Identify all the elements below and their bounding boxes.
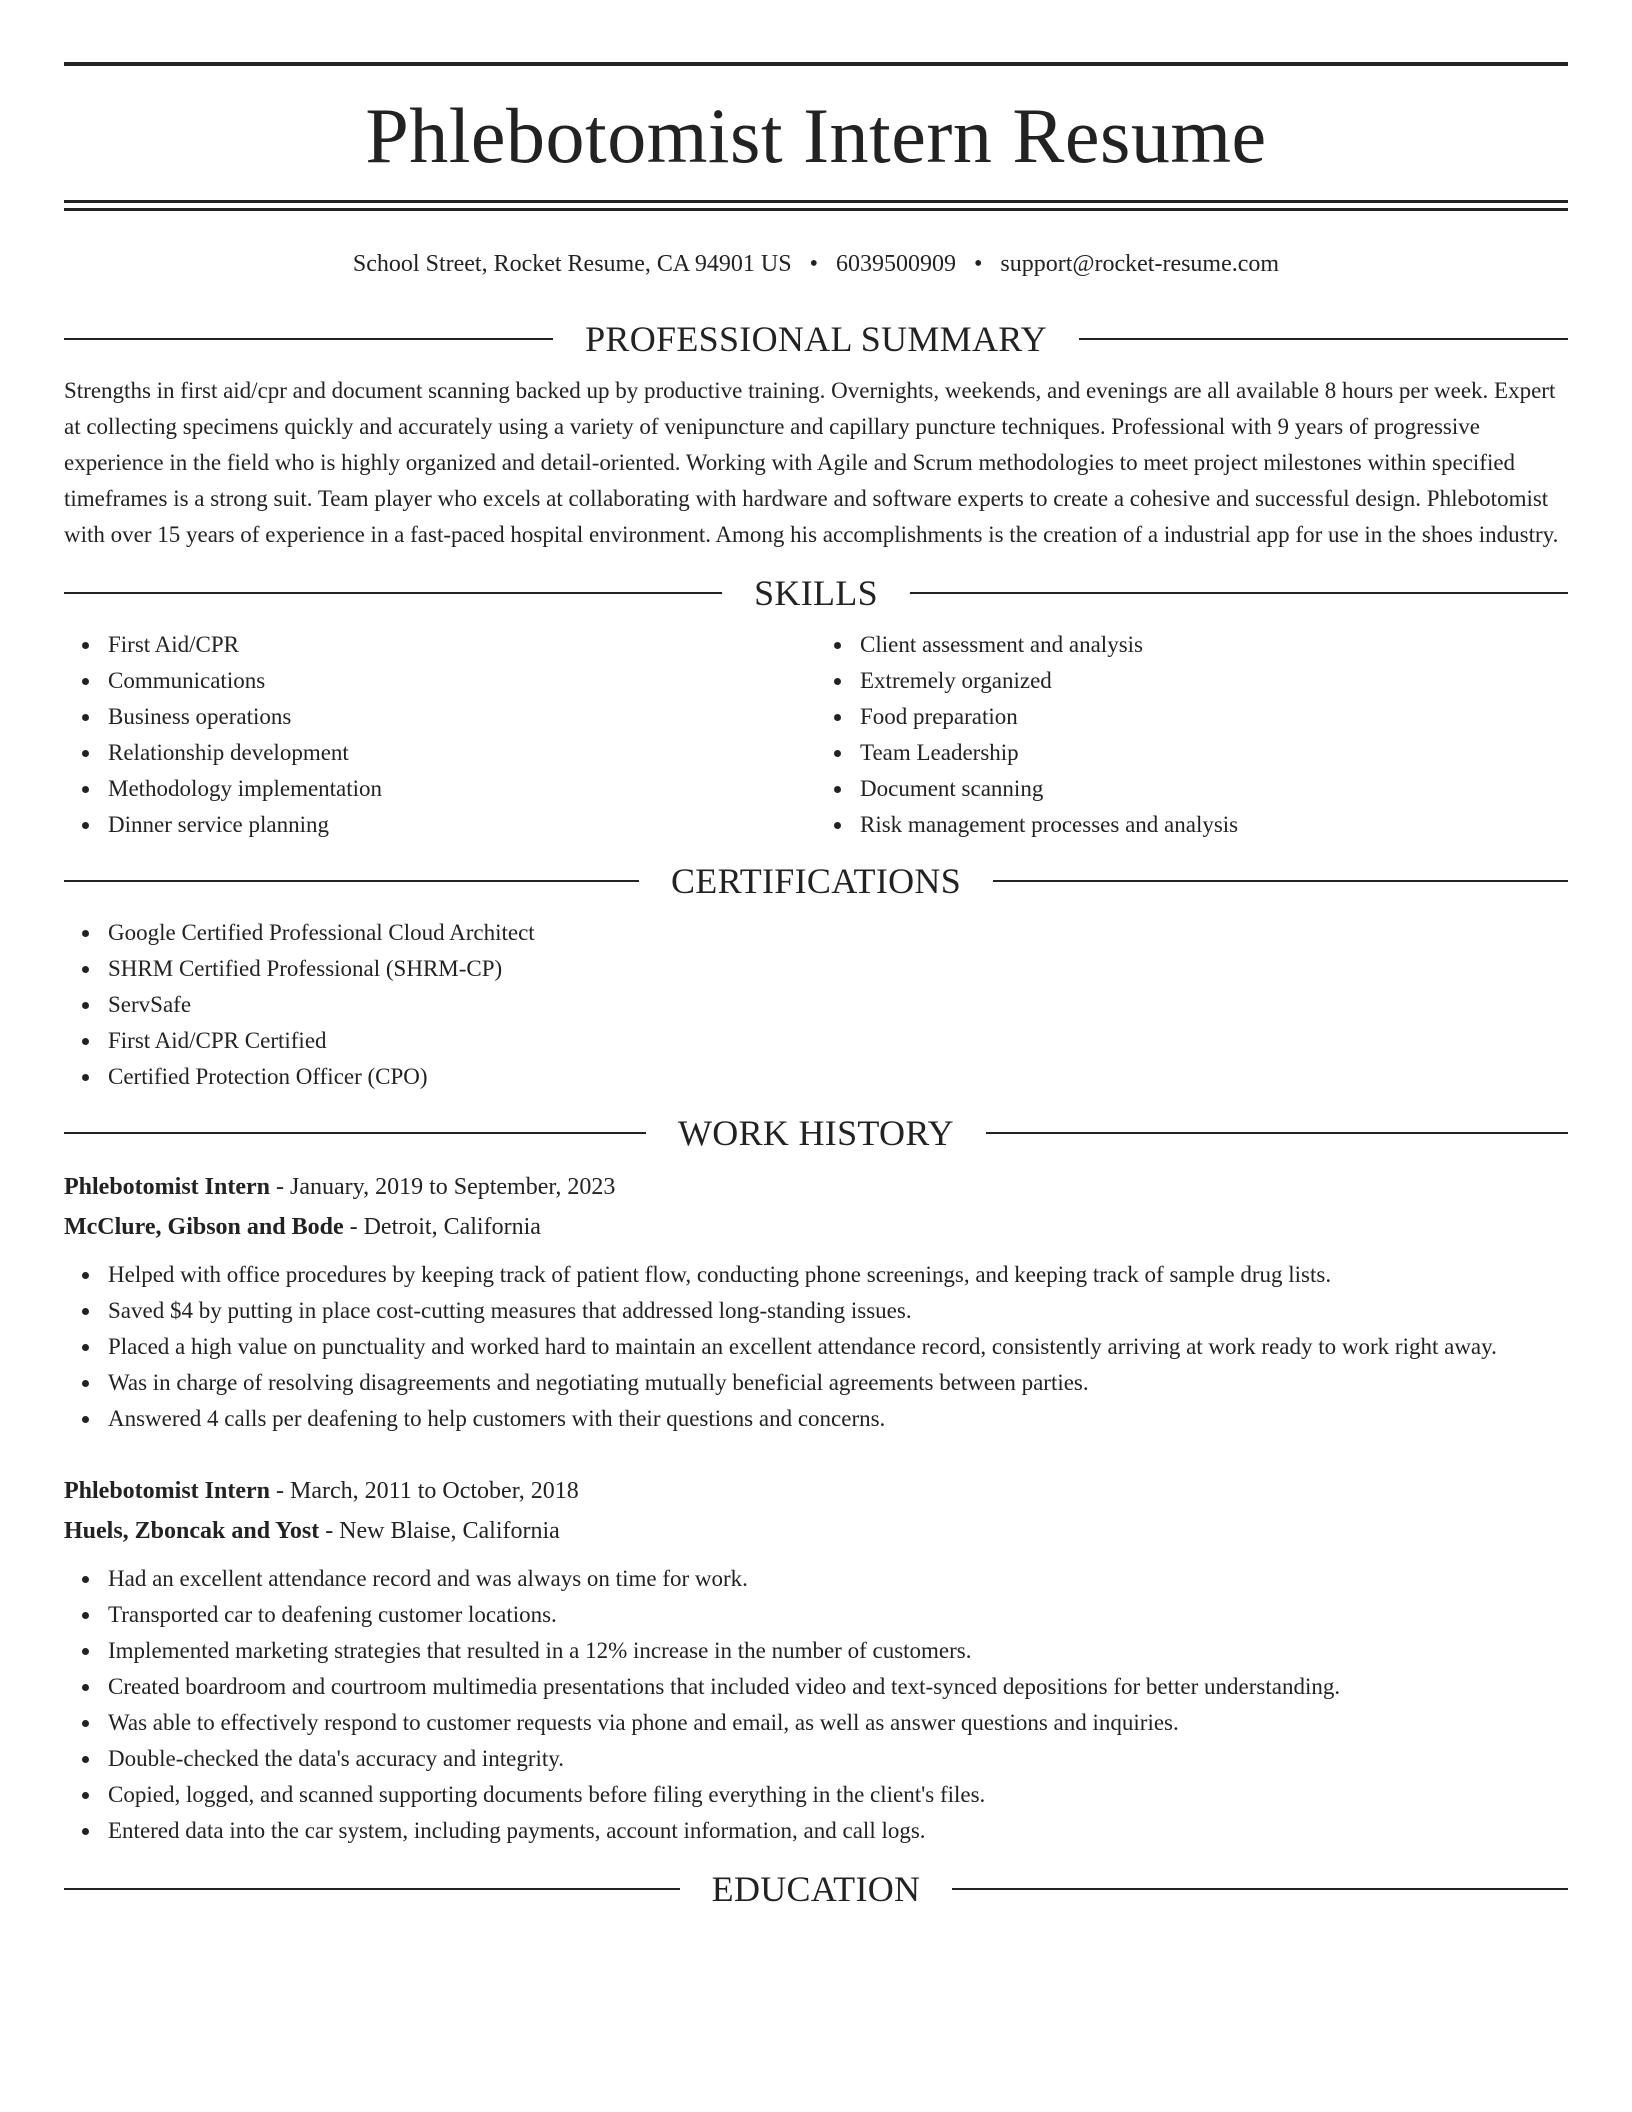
title-double-rule <box>64 200 1568 211</box>
section-heading-work-history <box>64 1111 1568 1155</box>
section-title: EDUCATION <box>711 1869 921 1909</box>
job-company-line <box>64 1207 1568 1247</box>
section-title: CERTIFICATIONS <box>670 861 962 901</box>
skill-item: Methodology implementation <box>108 771 816 807</box>
heading-rule <box>910 592 1568 594</box>
section-heading-certifications <box>64 859 1568 903</box>
job-duty-item: Double-checked the data's accuracy and integrity. <box>108 1741 1568 1777</box>
job-location: - Detroit, California <box>343 1214 541 1240</box>
job-duty-item: Implemented marketing strategies that resulted in a 12% increase in the number of customers. <box>108 1633 1568 1669</box>
heading-rule <box>64 1132 646 1134</box>
section-heading-summary <box>64 317 1568 361</box>
job-dates: - January, 2019 to September, 2023 <box>270 1174 616 1200</box>
section-title: WORK HISTORY <box>678 1113 954 1153</box>
skills-column-right <box>816 627 1568 843</box>
skill-item: Communications <box>108 663 816 699</box>
heading-rule <box>64 338 553 340</box>
heading-rule <box>993 880 1568 882</box>
certification-item: Certified Protection Officer (CPO) <box>108 1059 1568 1095</box>
heading-rule <box>64 880 639 882</box>
skill-item: Business operations <box>108 699 816 735</box>
job-role: Phlebotomist Intern <box>64 1174 270 1200</box>
certification-item: ServSafe <box>108 987 1568 1023</box>
heading-rule <box>986 1132 1568 1134</box>
work-history <box>64 1167 1568 1849</box>
skills-grid <box>64 627 1568 843</box>
skill-item: First Aid/CPR <box>108 627 816 663</box>
skill-item: Team Leadership <box>860 735 1568 771</box>
skill-item: Client assessment and analysis <box>860 627 1568 663</box>
summary-paragraph: Strengths in first aid/cpr and document scanning backed up by productive training. Overnights, weekends, and evenings are all available 8 hours per week. Expert at collecting specimens quickly and accurately using a variety of venipuncture and capillary puncture techniques. Professional with 9 years of progressive experience in the field who is highly organized and detail-oriented. Working with Agile and Scrum methodologies to meet project milestones within specified timeframes is a strong suit. Team player who excels at collaborating with hardware and software experts to create a cohesive and successful design. Phlebotomist with over 15 years of experience in a fast-paced hospital environment. Among his accomplishments is the creation of a industrial app for use in the shoes industry. <box>64 378 1559 547</box>
job-duties <box>64 1257 1568 1437</box>
job-duty-item: Was able to effectively respond to customer requests via phone and email, as well as answer questions and inquiries. <box>108 1705 1568 1741</box>
contact-address: School Street, Rocket Resume, CA 94901 US <box>352 251 792 277</box>
section-title: SKILLS <box>754 573 878 613</box>
heading-rule <box>952 1888 1568 1890</box>
job-duty-item: Entered data into the car system, including payments, account information, and call logs. <box>108 1813 1568 1849</box>
job-company: Huels, Zboncak and Yost <box>64 1518 320 1544</box>
section-title: PROFESSIONAL SUMMARY <box>585 319 1047 359</box>
skill-item: Dinner service planning <box>108 807 816 843</box>
heading-rule <box>64 1888 680 1890</box>
job-duties <box>64 1561 1568 1849</box>
contact-email: support@rocket-resume.com <box>1000 251 1280 277</box>
heading-rule <box>64 592 722 594</box>
job-duty-item: Created boardroom and courtroom multimedia presentations that included video and text-synced depositions for better understanding. <box>108 1669 1568 1705</box>
job-dates: - March, 2011 to October, 2018 <box>270 1478 579 1504</box>
contact-phone: 6039500909 <box>835 251 956 277</box>
job-duty-item: Had an excellent attendance record and was always on time for work. <box>108 1561 1568 1597</box>
certification-item: Google Certified Professional Cloud Architect <box>108 915 1568 951</box>
skill-item: Risk management processes and analysis <box>860 807 1568 843</box>
skill-item: Food preparation <box>860 699 1568 735</box>
heading-rule <box>1079 338 1568 340</box>
job-title-line <box>64 1167 1568 1207</box>
section-heading-skills <box>64 571 1568 615</box>
skill-item: Document scanning <box>860 771 1568 807</box>
job-role: Phlebotomist Intern <box>64 1478 270 1504</box>
job-duty-item: Copied, logged, and scanned supporting documents before filing everything in the client's files. <box>108 1777 1568 1813</box>
skill-item: Relationship development <box>108 735 816 771</box>
job-company-line <box>64 1511 1568 1551</box>
certifications-list <box>64 915 1568 1095</box>
job-entry <box>64 1167 1568 1437</box>
job-duty-item: Helped with office procedures by keeping track of patient flow, conducting phone screenings, and keeping track of sample drug lists. <box>108 1257 1568 1293</box>
job-entry <box>64 1471 1568 1849</box>
job-duty-item: Saved $4 by putting in place cost-cutting measures that addressed long-standing issues. <box>108 1293 1568 1329</box>
job-duty-item: Transported car to deafening customer locations. <box>108 1597 1568 1633</box>
job-title-line <box>64 1471 1568 1511</box>
job-duty-item: Placed a high value on punctuality and worked hard to maintain an excellent attendance record, consistently arriving at work ready to work right away. <box>108 1329 1568 1365</box>
contact-line <box>64 249 1568 279</box>
job-duty-item: Answered 4 calls per deafening to help customers with their questions and concerns. <box>108 1401 1568 1437</box>
skills-column-left <box>64 627 816 843</box>
skill-item: Extremely organized <box>860 663 1568 699</box>
resume-page <box>64 0 1568 1911</box>
resume-title: Phlebotomist Intern Resume <box>365 92 1267 179</box>
job-duty-item: Was in charge of resolving disagreements and negotiating mutually beneficial agreements between parties. <box>108 1365 1568 1401</box>
certification-item: SHRM Certified Professional (SHRM-CP) <box>108 951 1568 987</box>
certification-item: First Aid/CPR Certified <box>108 1023 1568 1059</box>
job-location: - New Blaise, California <box>319 1518 560 1544</box>
job-company: McClure, Gibson and Bode <box>64 1214 344 1240</box>
contact-separator: • <box>809 251 818 277</box>
section-heading-education <box>64 1867 1568 1911</box>
contact-separator: • <box>973 251 983 277</box>
